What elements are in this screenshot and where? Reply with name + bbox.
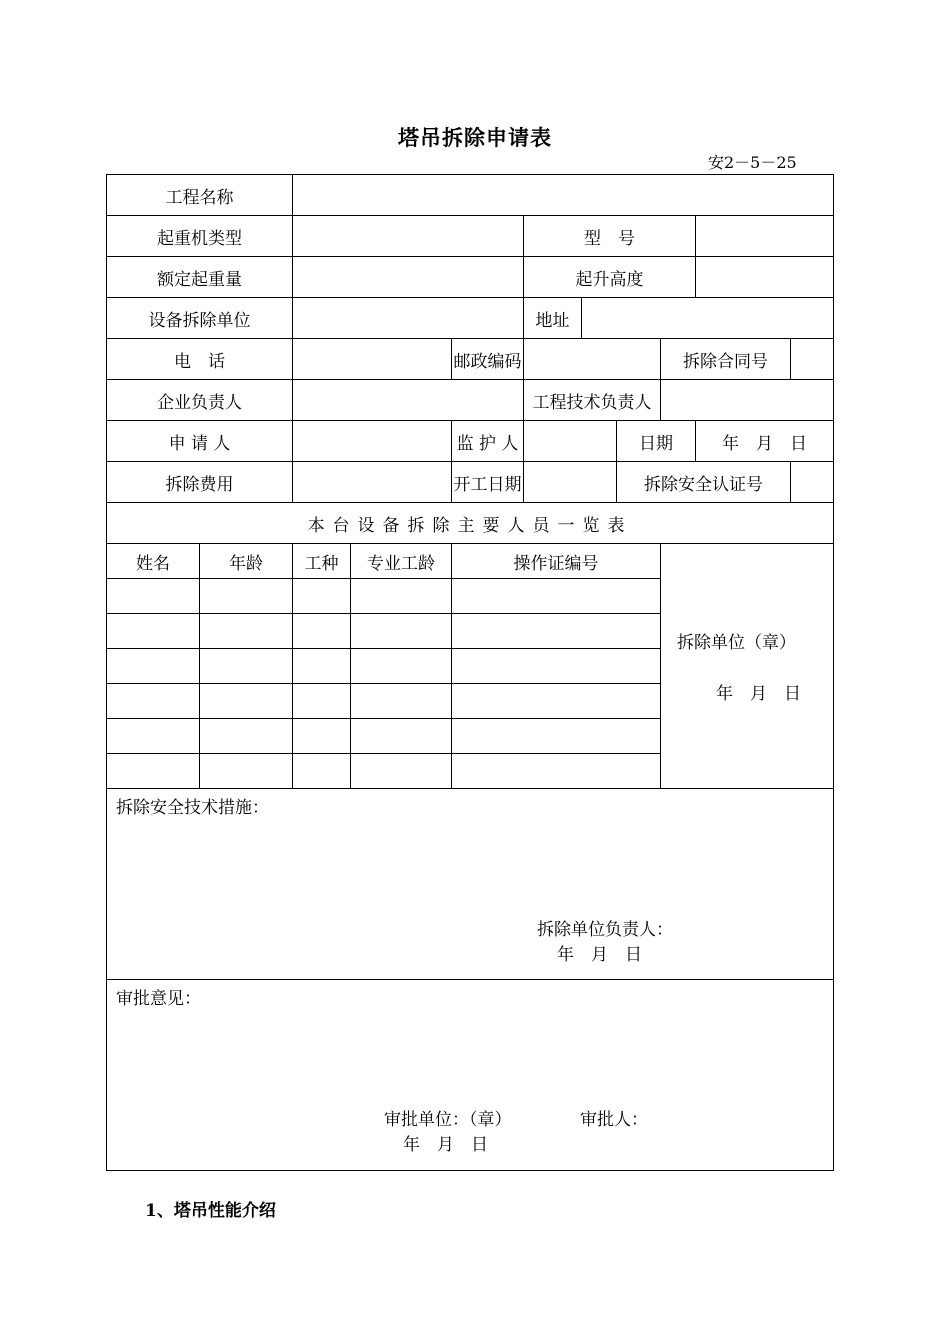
application-form (106, 174, 834, 1171)
enterprise-head-label: 企业负责人 (107, 380, 293, 421)
model-field[interactable] (696, 216, 834, 257)
col-cert-header: 操作证编号 (452, 544, 661, 579)
postcode-field[interactable] (524, 339, 661, 380)
start-date-label: 开工日期 (452, 462, 524, 503)
applicant-field[interactable] (293, 421, 452, 462)
stamp-cell (661, 544, 834, 789)
cert-no-label: 拆除安全认证号 (617, 462, 791, 503)
phone-field[interactable] (293, 339, 452, 380)
safety-head-label: 拆除单位负责人： (537, 920, 673, 940)
row-fee (107, 462, 834, 503)
row-crane-type (107, 216, 834, 257)
row-approval (107, 980, 834, 1171)
row-personnel-title (107, 503, 834, 544)
col-seniority-header: 专业工龄 (351, 544, 452, 579)
start-date-field[interactable] (524, 462, 617, 503)
stamp-unit: 拆除单位（章） (677, 633, 796, 653)
removal-unit-label: 设备拆除单位 (107, 298, 293, 339)
fee-label: 拆除费用 (107, 462, 293, 503)
supervisor-label: 监 护 人 (452, 421, 524, 462)
row-rated-load (107, 257, 834, 298)
approval-label: 审批意见： (116, 989, 201, 1009)
document-title: 塔吊拆除申请表 (398, 125, 552, 150)
approval-box[interactable] (107, 980, 834, 1171)
phone-label: 电 话 (107, 339, 293, 380)
project-name-label: 工程名称 (107, 175, 293, 216)
contract-no-label: 拆除合同号 (661, 339, 791, 380)
rated-load-label: 额定起重量 (107, 257, 293, 298)
row-phone (107, 339, 834, 380)
row-heads (107, 380, 834, 421)
stamp-date: 年 月 日 (716, 684, 801, 704)
supervisor-field[interactable] (524, 421, 617, 462)
approver-label: 审批人： (580, 1110, 648, 1130)
safety-date: 年 月 日 (557, 945, 642, 965)
approval-date: 年 月 日 (403, 1135, 488, 1155)
form-code: 安2－5－25 (708, 153, 797, 172)
project-name-field[interactable] (293, 175, 834, 216)
personnel-header-row (107, 544, 834, 579)
date-value[interactable]: 年 月 日 (696, 421, 834, 462)
fee-field[interactable] (293, 462, 452, 503)
safety-measures-box[interactable] (107, 789, 834, 980)
applicant-label: 申 请 人 (107, 421, 293, 462)
crane-type-field[interactable] (293, 216, 524, 257)
approval-unit-label: 审批单位：（章） (384, 1110, 512, 1130)
removal-unit-field[interactable] (293, 298, 524, 339)
row-removal-unit (107, 298, 834, 339)
personnel-table-title: 本台设备拆除主要人员一览表 (107, 503, 834, 544)
cert-no-field[interactable] (791, 462, 834, 503)
col-job-header: 工种 (293, 544, 351, 579)
model-label: 型 号 (524, 216, 696, 257)
enterprise-head-field[interactable] (293, 380, 524, 421)
section-heading: 1、塔吊性能介绍 (145, 1201, 276, 1221)
safety-measures-label: 拆除安全技术措施： (116, 798, 269, 818)
date-label: 日期 (617, 421, 696, 462)
postcode-label: 邮政编码 (452, 339, 524, 380)
row-safety-measures (107, 789, 834, 980)
address-label: 地址 (524, 298, 582, 339)
tech-head-label: 工程技术负责人 (524, 380, 661, 421)
lift-height-label: 起升高度 (524, 257, 696, 298)
tech-head-field[interactable] (661, 380, 834, 421)
crane-type-label: 起重机类型 (107, 216, 293, 257)
col-name-header: 姓名 (107, 544, 200, 579)
address-field[interactable] (582, 298, 834, 339)
lift-height-field[interactable] (696, 257, 834, 298)
contract-no-field[interactable] (791, 339, 834, 380)
col-age-header: 年龄 (200, 544, 293, 579)
row-project (107, 175, 834, 216)
rated-load-field[interactable] (293, 257, 524, 298)
row-applicant (107, 421, 834, 462)
